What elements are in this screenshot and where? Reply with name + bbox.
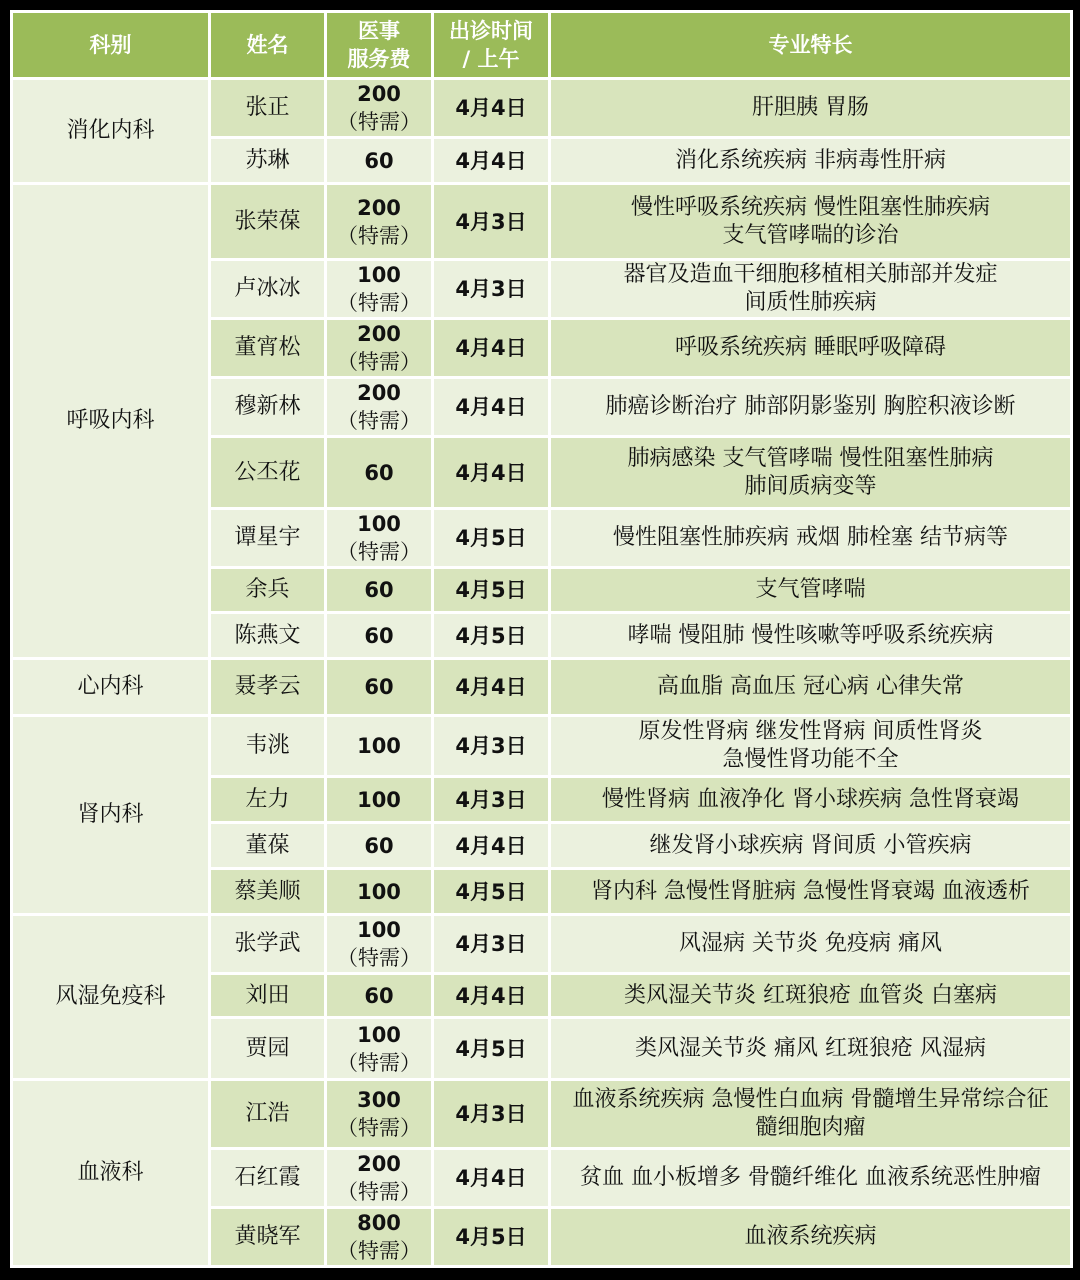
clinic-time: 4月3日	[433, 777, 550, 823]
clinic-time: 4月5日	[433, 869, 550, 915]
doctor-name: 苏琳	[210, 138, 326, 184]
specialty-line: 慢性呼吸系统疾病 慢性阻塞性肺疾病	[631, 194, 990, 220]
clinic-time: 4月3日	[433, 915, 550, 974]
specialty-line: 哮喘 慢阻肺 慢性咳嗽等呼吸系统疾病	[627, 622, 994, 648]
header-fee-line1: 医事	[358, 19, 400, 43]
table-header	[12, 12, 1072, 79]
header-time-line1: 出诊时间	[449, 19, 533, 43]
service-fee	[326, 509, 433, 568]
table-row	[12, 716, 1072, 777]
department-cell: 肾内科	[12, 716, 210, 915]
clinic-time: 4月5日	[433, 613, 550, 659]
specialty-line: 贫血 血小板增多 骨髓纤维化 血液系统恶性肿瘤	[580, 1165, 1041, 1190]
doctor-name: 刘田	[210, 974, 326, 1018]
specialty-line: 肾内科 急慢性肾脏病 急慢性肾衰竭 血液透析	[591, 878, 1030, 904]
clinic-time: 4月5日	[433, 568, 550, 613]
specialty-line: 类风湿关节炎 痛风 红斑狼疮 风湿病	[635, 1035, 986, 1061]
doctor-name: 卢冰冰	[210, 260, 326, 319]
table-row	[12, 659, 1072, 716]
clinic-time: 4月4日	[433, 659, 550, 716]
doctor-name: 董宵松	[210, 319, 326, 378]
clinic-time: 4月3日	[433, 1080, 550, 1149]
specialty-line: 肝胆胰 胃肠	[752, 95, 869, 120]
clinic-time: 4月4日	[433, 1149, 550, 1208]
fee-value: 100	[357, 734, 401, 758]
specialty	[550, 1149, 1072, 1208]
specialty-line: 急慢性肾功能不全	[722, 747, 899, 772]
fee-value: 60	[364, 578, 394, 602]
specialty-line: 器官及造血干细胞移植相关肺部并发症	[623, 262, 998, 287]
doctor-name: 韦洮	[210, 716, 326, 777]
fee-note: （特需）	[337, 110, 421, 134]
clinic-time: 4月4日	[433, 823, 550, 869]
specialty	[550, 1208, 1072, 1267]
specialty-line: 肺间质病变等	[744, 473, 877, 499]
fee-value: 200	[357, 322, 401, 346]
clinic-time: 4月4日	[433, 974, 550, 1018]
fee-value: 200	[357, 195, 401, 220]
fee-value: 200	[357, 82, 401, 106]
specialty	[550, 568, 1072, 613]
clinic-time: 4月5日	[433, 1208, 550, 1267]
fee-value: 100	[357, 263, 401, 287]
service-fee	[326, 777, 433, 823]
fee-value: 60	[364, 623, 394, 648]
header-fee-line2: 服务费	[347, 47, 411, 71]
fee-note: （特需）	[337, 1180, 421, 1204]
fee-value: 60	[364, 983, 394, 1008]
doctor-name: 张正	[210, 79, 326, 138]
specialty	[550, 613, 1072, 659]
service-fee	[326, 1149, 433, 1208]
clinic-time: 4月5日	[433, 509, 550, 568]
service-fee	[326, 79, 433, 138]
specialty	[550, 1018, 1072, 1080]
specialty-line: 继发肾小球疾病 肾间质 小管疾病	[649, 832, 972, 858]
clinic-time: 4月4日	[433, 319, 550, 378]
doctor-name: 张学武	[210, 915, 326, 974]
fee-note: （特需）	[337, 409, 421, 433]
fee-note: （特需）	[337, 1239, 421, 1263]
doctor-name: 蔡美顺	[210, 869, 326, 915]
specialty-line: 髓细胞肉瘤	[755, 1115, 866, 1140]
specialty-line: 血液系统疾病 急慢性白血病 骨髓增生异常综合征	[572, 1087, 1049, 1112]
doctor-name: 陈燕文	[210, 613, 326, 659]
table-body	[12, 79, 1072, 1267]
specialty	[550, 509, 1072, 568]
fee-note: （特需）	[337, 291, 421, 315]
fee-value: 60	[364, 460, 394, 485]
specialty	[550, 823, 1072, 869]
clinic-time: 4月3日	[433, 716, 550, 777]
header-row	[12, 12, 1072, 79]
clinic-time: 4月4日	[433, 437, 550, 509]
doctor-name: 贾园	[210, 1018, 326, 1080]
specialty	[550, 1080, 1072, 1149]
specialty-line: 间质性肺疾病	[744, 290, 877, 315]
doctor-name: 左力	[210, 777, 326, 823]
service-fee	[326, 869, 433, 915]
specialty-line: 血液系统疾病	[744, 1224, 877, 1249]
fee-note: （特需）	[337, 1050, 421, 1075]
specialty-line: 慢性阻塞性肺疾病 戒烟 肺栓塞 结节病等	[613, 525, 1008, 550]
service-fee	[326, 1018, 433, 1080]
service-fee	[326, 319, 433, 378]
doctor-name: 董葆	[210, 823, 326, 869]
specialty-line: 呼吸系统疾病 睡眠呼吸障碍	[675, 335, 946, 360]
specialty	[550, 659, 1072, 716]
service-fee	[326, 974, 433, 1018]
service-fee	[326, 716, 433, 777]
service-fee	[326, 568, 433, 613]
service-fee	[326, 915, 433, 974]
service-fee	[326, 659, 433, 716]
doctor-name: 石红霞	[210, 1149, 326, 1208]
department-cell: 呼吸内科	[12, 184, 210, 659]
specialty	[550, 138, 1072, 184]
clinic-time: 4月4日	[433, 138, 550, 184]
doctor-name: 余兵	[210, 568, 326, 613]
specialty-line: 肺病感染 支气管哮喘 慢性阻塞性肺病	[627, 445, 994, 471]
specialty	[550, 79, 1072, 138]
table-row	[12, 184, 1072, 260]
fee-value: 800	[357, 1211, 401, 1235]
fee-value: 300	[357, 1088, 401, 1112]
fee-value: 60	[364, 148, 394, 173]
doctor-name: 谭星宇	[210, 509, 326, 568]
service-fee	[326, 1080, 433, 1149]
fee-value: 200	[357, 381, 401, 405]
header-time	[433, 12, 550, 79]
service-fee	[326, 823, 433, 869]
table-row	[12, 1080, 1072, 1149]
header-fee	[326, 12, 433, 79]
service-fee	[326, 1208, 433, 1267]
fee-note: （特需）	[337, 540, 421, 564]
doctor-name: 黄晓军	[210, 1208, 326, 1267]
specialty	[550, 378, 1072, 437]
clinic-time: 4月3日	[433, 260, 550, 319]
specialty	[550, 974, 1072, 1018]
fee-note: （特需）	[337, 350, 421, 374]
specialty	[550, 437, 1072, 509]
specialty-line: 支气管哮喘	[755, 577, 866, 602]
specialty-line: 原发性肾病 继发性肾病 间质性肾炎	[638, 719, 983, 744]
specialty-line: 肺癌诊断治疗 肺部阴影鉴别 胸腔积液诊断	[605, 394, 1016, 419]
specialty	[550, 184, 1072, 260]
specialty	[550, 716, 1072, 777]
clinic-time: 4月5日	[433, 1018, 550, 1080]
doctor-name: 穆新林	[210, 378, 326, 437]
fee-value: 100	[357, 1022, 401, 1047]
fee-value: 60	[364, 675, 394, 699]
doctor-name: 张荣葆	[210, 184, 326, 260]
service-fee	[326, 184, 433, 260]
specialty	[550, 915, 1072, 974]
doctor-name: 江浩	[210, 1080, 326, 1149]
specialty-line: 支气管哮喘的诊治	[722, 222, 899, 248]
specialty	[550, 319, 1072, 378]
specialty-line: 慢性肾病 血液净化 肾小球疾病 急性肾衰竭	[602, 786, 1019, 812]
doctor-name: 公丕花	[210, 437, 326, 509]
clinic-time: 4月4日	[433, 378, 550, 437]
table-row	[12, 915, 1072, 974]
header-name: 姓名	[210, 12, 326, 79]
fee-note: （特需）	[337, 946, 421, 970]
service-fee	[326, 260, 433, 319]
specialty-line: 消化系统疾病 非病毒性肝病	[675, 147, 946, 173]
fee-note: （特需）	[337, 1116, 421, 1140]
clinic-time: 4月4日	[433, 79, 550, 138]
clinic-time: 4月3日	[433, 184, 550, 260]
specialty-line: 高血脂 高血压 冠心病 心律失常	[657, 674, 964, 699]
service-fee	[326, 613, 433, 659]
service-fee	[326, 138, 433, 184]
fee-value: 200	[357, 1152, 401, 1176]
department-cell: 风湿免疫科	[12, 915, 210, 1080]
fee-value: 100	[357, 787, 401, 812]
department-cell: 心内科	[12, 659, 210, 716]
specialty-line: 类风湿关节炎 红斑狼疮 血管炎 白塞病	[624, 982, 997, 1008]
specialty	[550, 777, 1072, 823]
doctor-name: 聂孝云	[210, 659, 326, 716]
header-spec: 专业特长	[550, 12, 1072, 79]
fee-value: 100	[357, 918, 401, 942]
table-row	[12, 79, 1072, 138]
header-time-line2: / 上午	[462, 47, 520, 71]
specialty-line: 风湿病 关节炎 免疫病 痛风	[679, 931, 942, 956]
fee-value: 100	[357, 512, 401, 536]
department-cell: 血液科	[12, 1080, 210, 1267]
fee-value: 60	[364, 833, 394, 858]
service-fee	[326, 437, 433, 509]
header-dept: 科别	[12, 12, 210, 79]
service-fee	[326, 378, 433, 437]
fee-note: （特需）	[337, 223, 421, 248]
department-cell: 消化内科	[12, 79, 210, 184]
specialty	[550, 869, 1072, 915]
specialty	[550, 260, 1072, 319]
fee-value: 100	[357, 879, 401, 904]
schedule-table	[10, 10, 1073, 1268]
